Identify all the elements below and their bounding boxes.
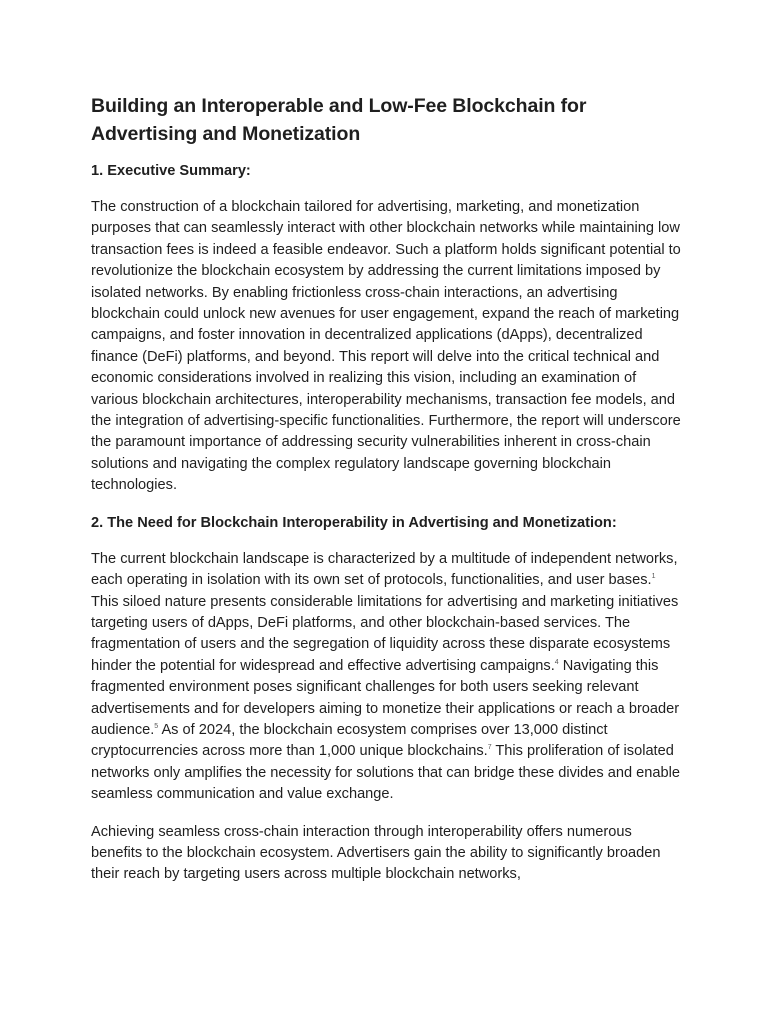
paragraph-text: Navigating this fragmented environment poses significant challenges for both users seeking relevant advertisements and for developers aiming to monetize their applications or reach a broader audience. <box>91 657 680 738</box>
document-title: Building an Interoperable and Low-Fee Blockchain for Advertising and Monetization <box>91 95 587 145</box>
paragraph-text: This siloed nature presents considerable limitations for advertising and marketing initiatives targeting users of dApps, DeFi platforms, and other blockchain-based services. The fragmentation of users and the segregation of liquidity across these disparate ecosystems hinder the potential for widespread and effective advertising campaigns. <box>91 593 679 674</box>
paragraph-text: This proliferation of isolated networks only amplifies the necessity for solutions that can bridge these divides and enable seamless communication and value exchange. <box>91 743 680 803</box>
footnote-reference: 5 <box>154 723 159 731</box>
footnote-reference: 1 <box>651 573 656 581</box>
interoperability-benefits-paragraph: Achieving seamless cross-chain interaction through interoperability offers numerous benefits to the blockchain ecosystem. Advertisers gain the ability to significantly broaden their reach by targeting users across multiple blockchain networks, <box>91 823 661 883</box>
footnote-reference: 7 <box>487 744 492 752</box>
paragraph-text: The current blockchain landscape is characterized by a multitude of independent networks, each operating in isolation with its own set of protocols, functionalities, and user bases. <box>91 550 678 589</box>
interoperability-need-paragraph <box>91 549 681 806</box>
executive-summary-paragraph: The construction of a blockchain tailored for advertising, marketing, and monetization purposes that can seamlessly interact with other blockchain networks while maintaining low transaction fees is indeed a feasible endeavor. Such a platform holds significant potential to revolutionize the blockchain ecosystem by addressing the current limitations imposed by isolated networks. By enabling frictionless cross-chain interactions, an advertising blockchain could unlock new avenues for user engagement, expand the reach of marketing campaigns, and foster innovation in decentralized applications (dApps), decentralized finance (DeFi) platforms, and beyond. This report will delve into the critical technical and economic considerations involved in realizing this vision, including an examination of various blockchain architectures, interoperability mechanisms, transaction fee models, and the integration of advertising-specific functionalities. Furthermore, the report will underscore the paramount importance of addressing security vulnerabilities inherent in cross-chain solutions and navigating the complex regulatory landscape governing blockchain technologies. <box>91 199 681 494</box>
section-heading-executive-summary: 1. Executive Summary: <box>91 163 251 179</box>
section-heading-interoperability-need: 2. The Need for Blockchain Interoperability in Advertising and Monetization: <box>91 514 617 531</box>
paragraph-text: As of 2024, the blockchain ecosystem comprises over 13,000 distinct cryptocurrencies across more than 1,000 unique blockchains. <box>91 721 608 760</box>
footnote-reference: 4 <box>554 658 559 666</box>
document-page <box>91 92 681 901</box>
